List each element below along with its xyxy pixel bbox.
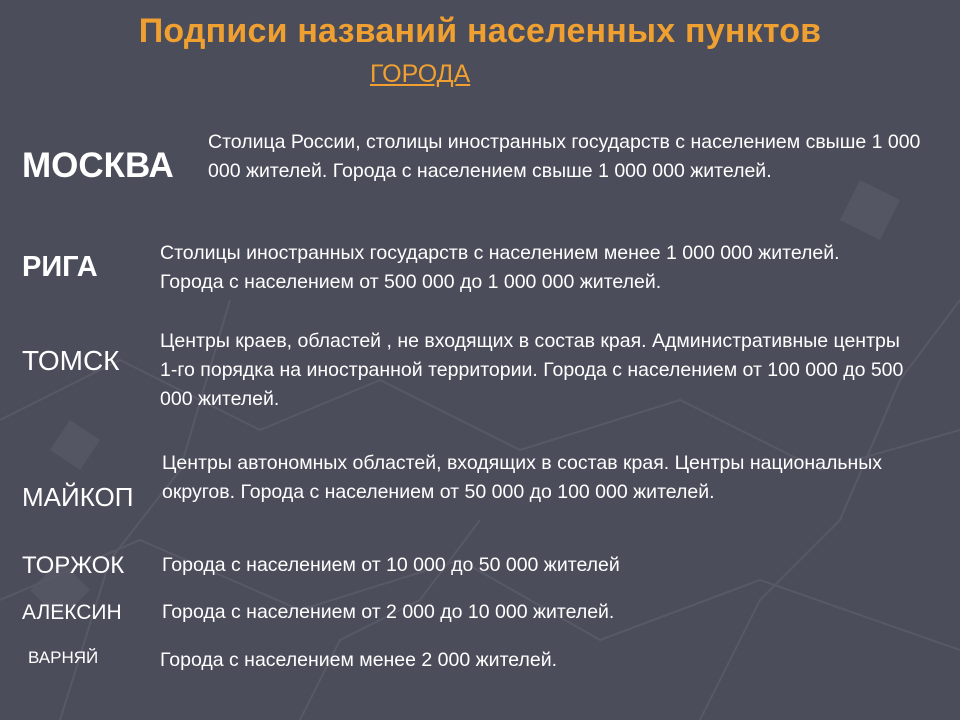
city-description-tomsk: Центры краев, областей , не входящих в состав края. Административные центры 1-го порядка на иностранной территории. Города с населением от 100 000 до 500 000 жителей.: [160, 330, 904, 410]
city-name-torzhok: ТОРЖОК: [22, 552, 125, 579]
city-description-riga: Столицы иностранных государств с населением менее 1 000 000 жителей. Города с населением от 500 000 до 1 000 000 жителей.: [160, 242, 840, 293]
page-title: Подписи названий населенных пунктов: [138, 12, 822, 50]
city-name-moscow: МОСКВА: [22, 146, 174, 185]
city-name-aleksin: АЛЕКСИН: [22, 601, 122, 624]
city-name-tomsk: ТОМСК: [22, 345, 120, 376]
city-description-maykop: Центры автономных областей, входящих в состав края. Центры национальных округов. Города с населением от 50 000 до 100 000 жителей.: [162, 452, 883, 503]
city-description-varnyay: Города с населением менее 2 000 жителей.: [160, 649, 558, 671]
city-description-torzhok: Города с населением от 10 000 до 50 000 жителей: [162, 554, 620, 576]
city-name-riga: РИГА: [22, 251, 98, 283]
city-name-maykop: МАЙКОП: [22, 482, 134, 512]
city-description-moscow: Столица России, столицы иностранных государств с населением свыше 1 000 000 жителей. Города с населением свыше 1 000 000 жителей.: [208, 131, 921, 182]
city-name-varnyay: ВАРНЯЙ: [28, 648, 99, 667]
page-subtitle-link[interactable]: ГОРОДА: [370, 60, 471, 88]
city-description-aleksin: Города с населением от 2 000 до 10 000 жителей.: [162, 601, 615, 623]
